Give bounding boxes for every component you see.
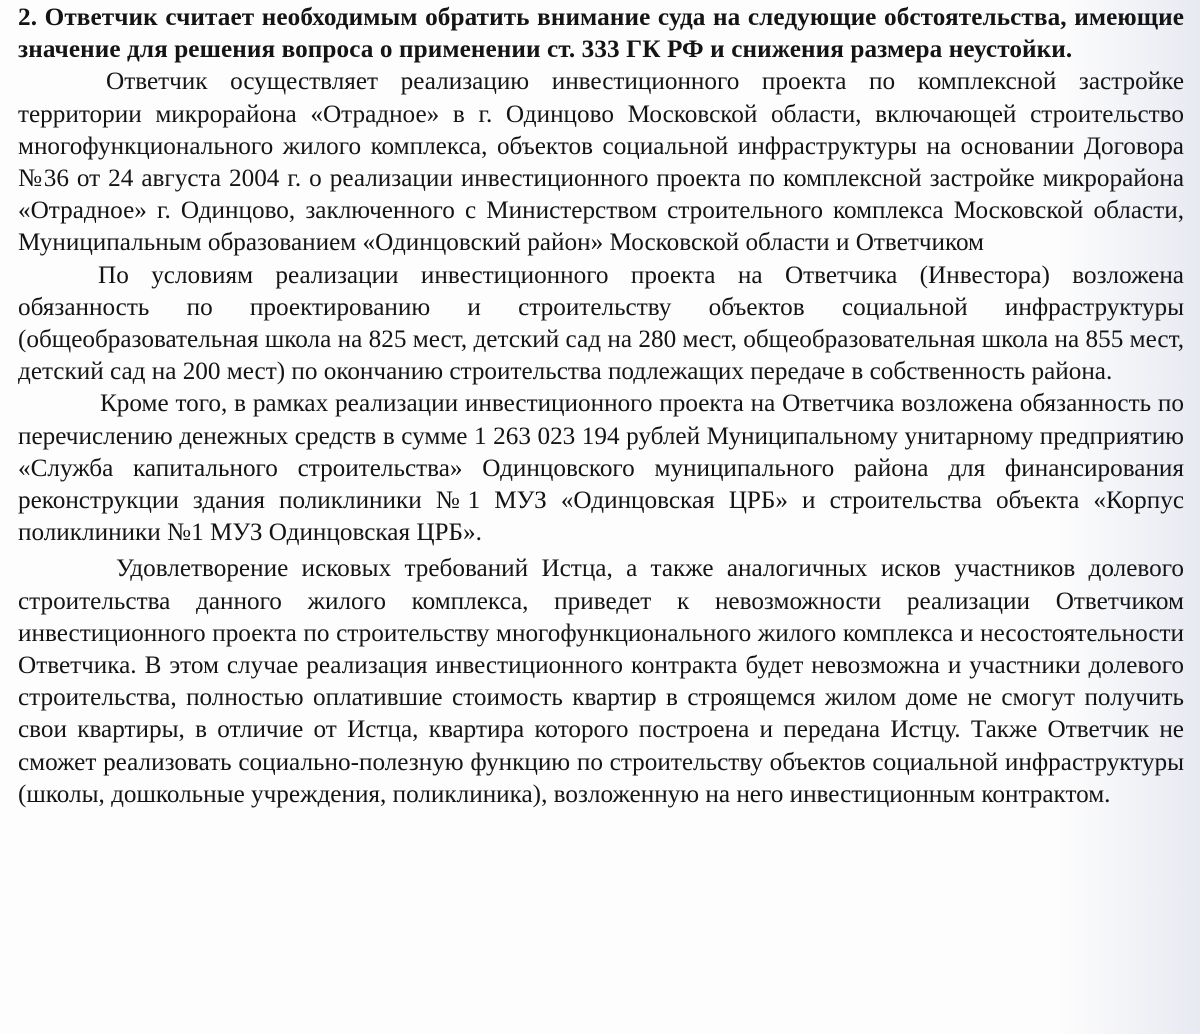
section-heading: 2. Ответчик считает необходимым обратить внимание суда на следующие обстоятельства, имеющие значение для решения вопроса о применении ст. 333 ГК РФ и снижения размера неустойки. xyxy=(18,4,1184,64)
paragraph-investment-project: Ответчик осуществляет реализацию инвестиционного проекта по комплексной застройке территории микрорайона «Отрадное» в г. Одинцово Московской области, включающей строительство многофункционального жилого комплекса, объектов социальной инфраструктуры на основании Договора №36 от 24 августа 2004 г. о реализации инвестиционного проекта по комплексной застройке микрорайона «Отрадное» г. Одинцово, заключенного с Министерством строительного комплекса Московской области, Муниципальным образованием «Одинцовский район» Московской области и Ответчиком xyxy=(18,68,1184,257)
paragraph-funds-transfer: Кроме того, в рамках реализации инвестиционного проекта на Ответчика возложена обязанность по перечислению денежных средств в сумме 1 263 023 194 рублей Муниципальному унитарному предприятию «Служба капитального строительства» Одинцовского муниципального района для финансирования реконструкции здания поликлиники №1 МУЗ «Одинцовская ЦРБ» и строительства объекта «Корпус поликлиники №1 МУЗ Одинцовская ЦРБ». xyxy=(18,390,1184,547)
paragraph-social-infrastructure: По условиям реализации инвестиционного проекта на Ответчика (Инвестора) возложена обязанность по проектированию и строительству объектов социальной инфраструктуры (общеобразовательная школа на 825 мест, детский сад на 280 мест, общеобразовательная школа на 855 мест, детский сад на 200 мест) по окончанию строительства подлежащих передаче в собственность района. xyxy=(18,261,1184,386)
paragraph-consequences: Удовлетворение исковых требований Истца, а также аналогичных исков участников долевого строительства данного жилого комплекса, приведет к невозможности реализации Ответчиком инвестиционного проекта по строительству многофункционального жилого комплекса и несостоятельности Ответчика. В этом случае реализация инвестиционного контракта будет невозможна и участники долевого строительства, полностью оплатившие стоимость квартир в строящемся жилом доме не смогут получить свои квартиры, в отличие от Истца, квартира которого построена и передана Истцу. Также Ответчик не сможет реализовать социально-полезную функцию по строительству объектов социальной инфраструктуры (школы, дошкольные учреждения, поликлиника), возложенную на него инвестиционным контрактом. xyxy=(18,555,1184,808)
document-body xyxy=(18,2,1184,811)
